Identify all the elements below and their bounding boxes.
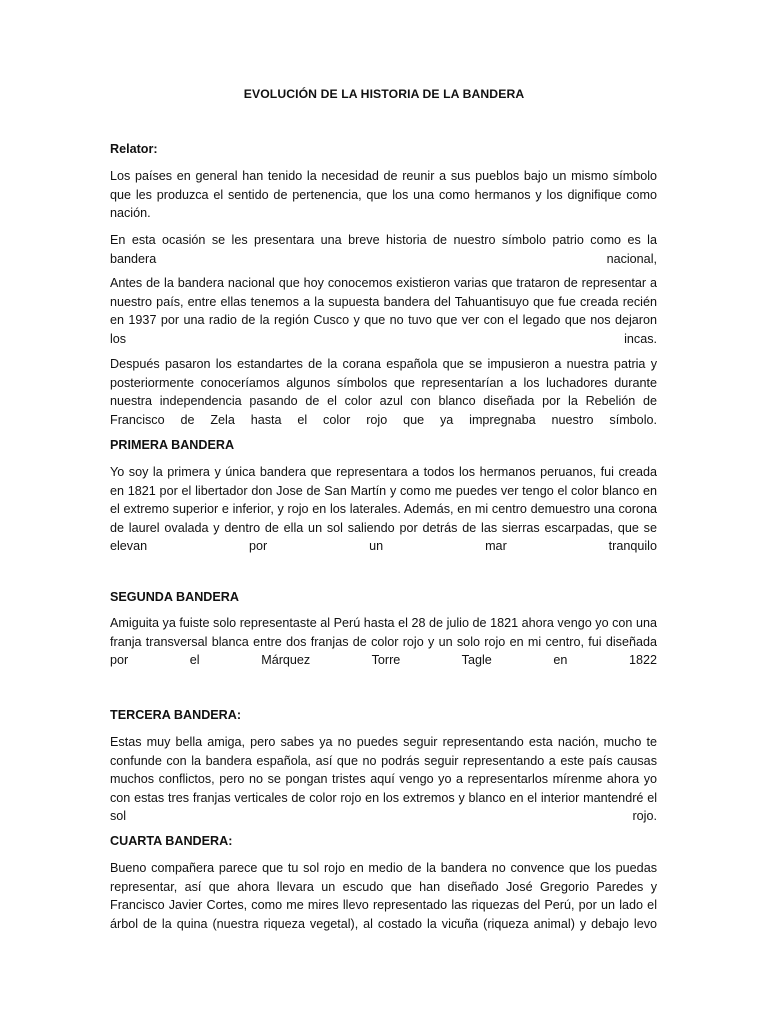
paragraph-cuarta-bandera: Bueno compañera parece que tu sol rojo en medio de la bandera no convence que los puedas representar, así que ahora llevara un escudo que han diseñado José Gregorio Paredes y Francisco Javier Cortes, como me mires llevo representado las riquezas del Perú, por un lado el árbol de la quina (nuestra riqueza vegetal), al costado la vicuña (riqueza animal) y debajo levo (110, 861, 657, 931)
heading-tercera-bandera: TERCERA BANDERA: (110, 708, 242, 722)
paragraph-tahuantisuyo: Antes de la bandera nacional que hoy conocemos existieron varias que trataron de representar a nuestro país, entre ellas tenemos a la supuesta bandera del Tahuantisuyo que fue creada recién en 1937 por una radio de la región Cusco y que no tuvo que ver con el legado que nos dejaron los incas. (110, 276, 657, 346)
document-title: EVOLUCIÓN DE LA HISTORIA DE LA BANDERA (243, 87, 525, 101)
paragraph-estandartes: Después pasaron los estandartes de la corana española que se impusieron a nuestra patria y posteriormente conoceríamos algunos símbolos que representarían a los luchadores durante nuestra independencia pasando de el color azul con blanco diseñada por la Rebelión de Francisco de Zela hasta el color rojo que ya impregnaba nuestro símbolo. (110, 357, 657, 427)
paragraph-primera-bandera: Yo soy la primera y única bandera que representara a todos los hermanos peruanos, fui creada en 1821 por el libertador don Jose de San Martín y como me puedes ver tengo el color blanco en el extremo superior e inferior, y rojo en los laterales. Además, en mi centro demuestro una corona de laurel ovalada y dentro de ella un sol saliendo por detrás de las sierras escarpadas, que se elevan por un mar tranquilo (110, 465, 657, 554)
relator-label: Relator: (110, 142, 158, 156)
paragraph-tercera-bandera: Estas muy bella amiga, pero sabes ya no puedes seguir representando esta nación, mucho te confunde con la bandera española, así que no podrás seguir representando a este país causas muchos conflictos, pero no se pongan tristes aquí vengo yo a representarlos mírenme ahora yo con estas tres franjas verticales de color rojo en los extremos y blanco en el interior mantendré el sol rojo. (110, 735, 657, 824)
heading-segunda-bandera: SEGUNDA BANDERA (110, 590, 239, 604)
paragraph-occasion: En esta ocasión se les presentara una breve historia de nuestro símbolo patrio como es la bandera nacional, (110, 233, 657, 266)
heading-cuarta-bandera: CUARTA BANDERA: (110, 834, 233, 848)
paragraph-segunda-bandera: Amiguita ya fuiste solo representaste al Perú hasta el 28 de julio de 1821 ahora vengo yo con una franja transversal blanca entre dos franjas de color rojo y un solo rojo en mi centro, fui diseñada por el Márquez Torre Tagle en 1822 (110, 616, 657, 668)
paragraph-intro: Los países en general han tenido la necesidad de reunir a sus pueblos bajo un mismo símbolo que les produzca el sentido de pertenencia, que los una como hermanos y los dignifique como nación. (110, 169, 657, 221)
heading-primera-bandera: PRIMERA BANDERA (110, 438, 235, 452)
